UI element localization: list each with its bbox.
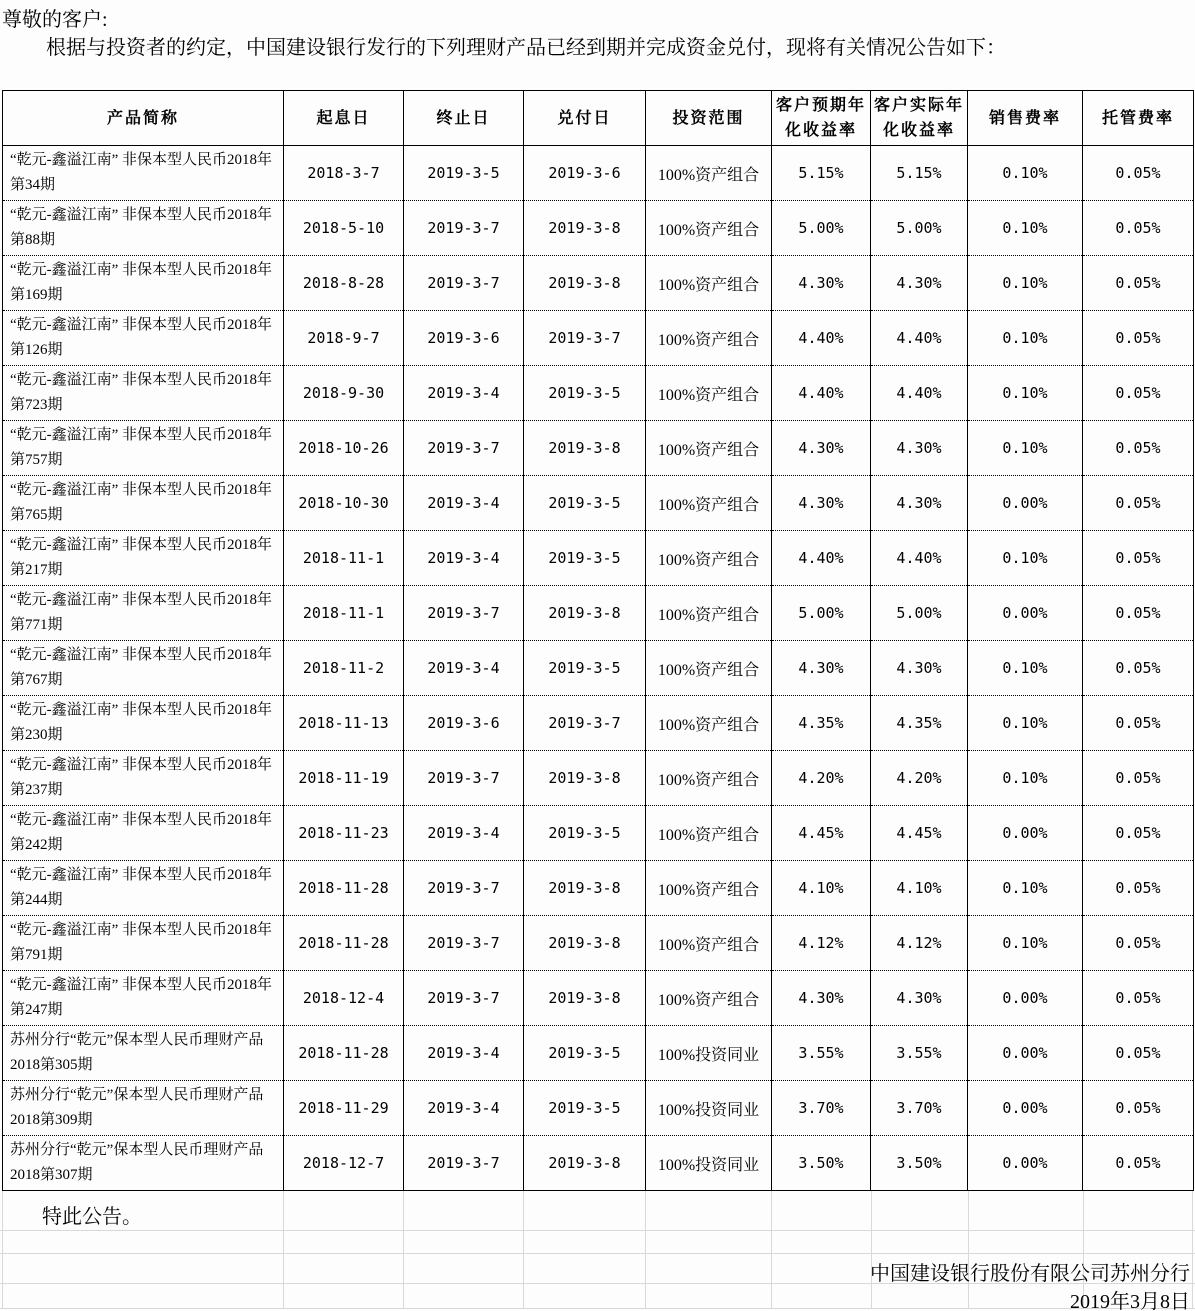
cell-end-date: 2019-3-7 <box>404 421 524 476</box>
cell-end-date: 2019-3-7 <box>404 1136 524 1191</box>
cell-actual-yield: 4.10% <box>871 861 968 916</box>
cell-sales-fee: 0.10% <box>968 861 1083 916</box>
col-header-investment-scope: 投资范围 <box>646 91 772 146</box>
cell-payment-date: 2019-3-5 <box>524 531 646 586</box>
cell-end-date: 2019-3-4 <box>404 476 524 531</box>
cell-payment-date: 2019-3-8 <box>524 201 646 256</box>
table-row <box>3 641 1194 696</box>
cell-custody-fee: 0.05% <box>1083 586 1194 641</box>
cell-actual-yield: 5.15% <box>871 146 968 201</box>
cell-expected-yield: 5.00% <box>772 586 871 641</box>
cell-product-name: “乾元-鑫溢江南” 非保本型人民币2018年第767期 <box>3 641 284 696</box>
table-row <box>3 751 1194 806</box>
cell-product-name: “乾元-鑫溢江南” 非保本型人民币2018年第247期 <box>3 971 284 1026</box>
table-row <box>3 1026 1194 1081</box>
grid-line <box>1192 1191 1193 1308</box>
cell-start-date: 2018-11-28 <box>284 1026 404 1081</box>
table-row <box>3 806 1194 861</box>
cell-investment-scope: 100%资产组合 <box>646 971 772 1026</box>
cell-payment-date: 2019-3-5 <box>524 806 646 861</box>
table-row <box>3 971 1194 1026</box>
cell-expected-yield: 3.70% <box>772 1081 871 1136</box>
cell-actual-yield: 3.70% <box>871 1081 968 1136</box>
cell-actual-yield: 4.30% <box>871 421 968 476</box>
grid-line <box>0 1230 1195 1231</box>
table-row <box>3 586 1194 641</box>
cell-product-name: 苏州分行“乾元”保本型人民币理财产品2018第305期 <box>3 1026 284 1081</box>
cell-start-date: 2018-5-10 <box>284 201 404 256</box>
cell-payment-date: 2019-3-8 <box>524 971 646 1026</box>
cell-payment-date: 2019-3-5 <box>524 1026 646 1081</box>
grid-line <box>403 1191 404 1308</box>
cell-investment-scope: 100%资产组合 <box>646 641 772 696</box>
cell-product-name: “乾元-鑫溢江南” 非保本型人民币2018年第217期 <box>3 531 284 586</box>
cell-investment-scope: 100%资产组合 <box>646 311 772 366</box>
grid-line <box>283 1191 284 1308</box>
cell-custody-fee: 0.05% <box>1083 696 1194 751</box>
cell-investment-scope: 100%资产组合 <box>646 916 772 971</box>
cell-sales-fee: 0.10% <box>968 311 1083 366</box>
cell-custody-fee: 0.05% <box>1083 421 1194 476</box>
cell-start-date: 2018-11-1 <box>284 586 404 641</box>
cell-expected-yield: 4.40% <box>772 531 871 586</box>
cell-start-date: 2018-11-2 <box>284 641 404 696</box>
cell-product-name: “乾元-鑫溢江南” 非保本型人民币2018年第723期 <box>3 366 284 421</box>
cell-product-name: 苏州分行“乾元”保本型人民币理财产品2018第307期 <box>3 1136 284 1191</box>
cell-expected-yield: 5.15% <box>772 146 871 201</box>
cell-product-name: “乾元-鑫溢江南” 非保本型人民币2018年第88期 <box>3 201 284 256</box>
cell-sales-fee: 0.10% <box>968 201 1083 256</box>
cell-actual-yield: 4.30% <box>871 641 968 696</box>
cell-sales-fee: 0.10% <box>968 751 1083 806</box>
cell-expected-yield: 4.30% <box>772 421 871 476</box>
cell-end-date: 2019-3-7 <box>404 751 524 806</box>
cell-custody-fee: 0.05% <box>1083 256 1194 311</box>
cell-end-date: 2019-3-7 <box>404 861 524 916</box>
cell-custody-fee: 0.05% <box>1083 1136 1194 1191</box>
cell-investment-scope: 100%投资同业 <box>646 1081 772 1136</box>
col-header-custody-fee: 托管费率 <box>1083 91 1194 146</box>
col-header-sales-fee: 销售费率 <box>968 91 1083 146</box>
col-header-expected-yield: 客户预期年化收益率 <box>772 91 871 146</box>
cell-investment-scope: 100%资产组合 <box>646 201 772 256</box>
cell-custody-fee: 0.05% <box>1083 366 1194 421</box>
cell-end-date: 2019-3-7 <box>404 971 524 1026</box>
cell-end-date: 2019-3-7 <box>404 916 524 971</box>
col-header-payment-date: 兑付日 <box>524 91 646 146</box>
cell-payment-date: 2019-3-8 <box>524 421 646 476</box>
cell-start-date: 2018-11-28 <box>284 916 404 971</box>
cell-product-name: “乾元-鑫溢江南” 非保本型人民币2018年第791期 <box>3 916 284 971</box>
cell-payment-date: 2019-3-6 <box>524 146 646 201</box>
cell-expected-yield: 4.20% <box>772 751 871 806</box>
cell-actual-yield: 4.45% <box>871 806 968 861</box>
cell-sales-fee: 0.00% <box>968 1081 1083 1136</box>
col-header-actual-yield: 客户实际年化收益率 <box>871 91 968 146</box>
cell-sales-fee: 0.00% <box>968 1026 1083 1081</box>
cell-actual-yield: 4.30% <box>871 476 968 531</box>
cell-start-date: 2018-11-19 <box>284 751 404 806</box>
cell-product-name: 苏州分行“乾元”保本型人民币理财产品2018第309期 <box>3 1081 284 1136</box>
cell-expected-yield: 4.30% <box>772 256 871 311</box>
cell-expected-yield: 4.10% <box>772 861 871 916</box>
cell-expected-yield: 4.12% <box>772 916 871 971</box>
cell-actual-yield: 4.20% <box>871 751 968 806</box>
cell-start-date: 2018-11-1 <box>284 531 404 586</box>
cell-expected-yield: 4.30% <box>772 641 871 696</box>
cell-custody-fee: 0.05% <box>1083 311 1194 366</box>
table-row <box>3 366 1194 421</box>
cell-investment-scope: 100%资产组合 <box>646 696 772 751</box>
cell-actual-yield: 5.00% <box>871 586 968 641</box>
cell-sales-fee: 0.00% <box>968 586 1083 641</box>
intro-text: 根据与投资者的约定，中国建设银行发行的下列理财产品已经到期并完成资金兑付，现将有关情况公告如下： <box>46 37 1006 59</box>
table-row <box>3 201 1194 256</box>
closing-text: 特此公告。 <box>42 1206 142 1228</box>
cell-sales-fee: 0.10% <box>968 696 1083 751</box>
cell-payment-date: 2019-3-8 <box>524 861 646 916</box>
cell-investment-scope: 100%投资同业 <box>646 1136 772 1191</box>
cell-sales-fee: 0.00% <box>968 1136 1083 1191</box>
salutation-text: 尊敬的客户: <box>2 9 108 31</box>
cell-start-date: 2018-3-7 <box>284 146 404 201</box>
cell-end-date: 2019-3-4 <box>404 1026 524 1081</box>
table-row <box>3 421 1194 476</box>
cell-end-date: 2019-3-5 <box>404 146 524 201</box>
cell-end-date: 2019-3-6 <box>404 311 524 366</box>
cell-actual-yield: 4.30% <box>871 256 968 311</box>
cell-sales-fee: 0.00% <box>968 476 1083 531</box>
cell-start-date: 2018-11-28 <box>284 861 404 916</box>
grid-line <box>0 1253 1195 1254</box>
grid-line <box>645 1191 646 1308</box>
cell-start-date: 2018-9-30 <box>284 366 404 421</box>
col-header-product-name: 产品简称 <box>3 91 284 146</box>
cell-start-date: 2018-10-30 <box>284 476 404 531</box>
cell-payment-date: 2019-3-8 <box>524 751 646 806</box>
cell-payment-date: 2019-3-7 <box>524 311 646 366</box>
cell-product-name: “乾元-鑫溢江南” 非保本型人民币2018年第126期 <box>3 311 284 366</box>
cell-payment-date: 2019-3-5 <box>524 366 646 421</box>
cell-actual-yield: 4.40% <box>871 366 968 421</box>
cell-product-name: “乾元-鑫溢江南” 非保本型人民币2018年第242期 <box>3 806 284 861</box>
cell-payment-date: 2019-3-5 <box>524 1081 646 1136</box>
cell-actual-yield: 4.35% <box>871 696 968 751</box>
cell-payment-date: 2019-3-8 <box>524 256 646 311</box>
grid-line <box>523 1191 524 1308</box>
table-row <box>3 311 1194 366</box>
table-row <box>3 146 1194 201</box>
table-row <box>3 696 1194 751</box>
cell-start-date: 2018-11-13 <box>284 696 404 751</box>
cell-custody-fee: 0.05% <box>1083 751 1194 806</box>
cell-expected-yield: 3.55% <box>772 1026 871 1081</box>
cell-expected-yield: 4.35% <box>772 696 871 751</box>
cell-investment-scope: 100%资产组合 <box>646 861 772 916</box>
cell-product-name: “乾元-鑫溢江南” 非保本型人民币2018年第230期 <box>3 696 284 751</box>
cell-investment-scope: 100%资产组合 <box>646 256 772 311</box>
cell-payment-date: 2019-3-8 <box>524 586 646 641</box>
cell-investment-scope: 100%资产组合 <box>646 146 772 201</box>
cell-sales-fee: 0.00% <box>968 806 1083 861</box>
table-row <box>3 531 1194 586</box>
cell-actual-yield: 3.55% <box>871 1026 968 1081</box>
table-row <box>3 861 1194 916</box>
cell-custody-fee: 0.05% <box>1083 1081 1194 1136</box>
cell-product-name: “乾元-鑫溢江南” 非保本型人民币2018年第771期 <box>3 586 284 641</box>
cell-end-date: 2019-3-4 <box>404 531 524 586</box>
cell-actual-yield: 4.40% <box>871 311 968 366</box>
cell-product-name: “乾元-鑫溢江南” 非保本型人民币2018年第169期 <box>3 256 284 311</box>
cell-payment-date: 2019-3-8 <box>524 1136 646 1191</box>
cell-end-date: 2019-3-6 <box>404 696 524 751</box>
cell-end-date: 2019-3-4 <box>404 1081 524 1136</box>
cell-start-date: 2018-8-28 <box>284 256 404 311</box>
cell-investment-scope: 100%资产组合 <box>646 366 772 421</box>
cell-expected-yield: 4.30% <box>772 971 871 1026</box>
table-row <box>3 256 1194 311</box>
cell-sales-fee: 0.10% <box>968 366 1083 421</box>
cell-end-date: 2019-3-7 <box>404 201 524 256</box>
cell-custody-fee: 0.05% <box>1083 531 1194 586</box>
cell-expected-yield: 5.00% <box>772 201 871 256</box>
cell-investment-scope: 100%资产组合 <box>646 586 772 641</box>
cell-actual-yield: 4.30% <box>871 971 968 1026</box>
cell-product-name: “乾元-鑫溢江南” 非保本型人民币2018年第765期 <box>3 476 284 531</box>
cell-custody-fee: 0.05% <box>1083 861 1194 916</box>
grid-line <box>871 1191 872 1308</box>
table-row <box>3 1136 1194 1191</box>
cell-custody-fee: 0.05% <box>1083 641 1194 696</box>
grid-line <box>2 1191 3 1308</box>
document-date: 2019年3月8日 <box>1070 1291 1190 1311</box>
grid-line <box>771 1191 772 1308</box>
cell-end-date: 2019-3-4 <box>404 641 524 696</box>
cell-investment-scope: 100%资产组合 <box>646 751 772 806</box>
cell-custody-fee: 0.05% <box>1083 1026 1194 1081</box>
cell-sales-fee: 0.10% <box>968 146 1083 201</box>
table-row <box>3 916 1194 971</box>
cell-expected-yield: 3.50% <box>772 1136 871 1191</box>
grid-line <box>968 1191 969 1308</box>
cell-sales-fee: 0.00% <box>968 971 1083 1026</box>
cell-sales-fee: 0.10% <box>968 641 1083 696</box>
cell-investment-scope: 100%资产组合 <box>646 476 772 531</box>
cell-sales-fee: 0.10% <box>968 421 1083 476</box>
cell-product-name: “乾元-鑫溢江南” 非保本型人民币2018年第244期 <box>3 861 284 916</box>
cell-custody-fee: 0.05% <box>1083 916 1194 971</box>
cell-investment-scope: 100%投资同业 <box>646 1026 772 1081</box>
cell-expected-yield: 4.45% <box>772 806 871 861</box>
cell-expected-yield: 4.40% <box>772 366 871 421</box>
cell-actual-yield: 3.50% <box>871 1136 968 1191</box>
signature-text: 中国建设银行股份有限公司苏州分行 <box>870 1263 1190 1285</box>
cell-start-date: 2018-11-23 <box>284 806 404 861</box>
cell-actual-yield: 4.12% <box>871 916 968 971</box>
cell-investment-scope: 100%资产组合 <box>646 806 772 861</box>
cell-investment-scope: 100%资产组合 <box>646 531 772 586</box>
table-row <box>3 476 1194 531</box>
cell-start-date: 2018-12-4 <box>284 971 404 1026</box>
cell-investment-scope: 100%资产组合 <box>646 421 772 476</box>
cell-payment-date: 2019-3-7 <box>524 696 646 751</box>
cell-sales-fee: 0.10% <box>968 531 1083 586</box>
cell-expected-yield: 4.40% <box>772 311 871 366</box>
cell-custody-fee: 0.05% <box>1083 971 1194 1026</box>
cell-product-name: “乾元-鑫溢江南” 非保本型人民币2018年第237期 <box>3 751 284 806</box>
cell-custody-fee: 0.05% <box>1083 806 1194 861</box>
table-header-row <box>3 91 1194 146</box>
grid-line <box>0 1308 1195 1309</box>
cell-payment-date: 2019-3-5 <box>524 641 646 696</box>
cell-end-date: 2019-3-4 <box>404 806 524 861</box>
col-header-end-date: 终止日 <box>404 91 524 146</box>
products-table <box>2 90 1194 1191</box>
col-header-start-date: 起息日 <box>284 91 404 146</box>
cell-custody-fee: 0.05% <box>1083 476 1194 531</box>
cell-start-date: 2018-9-7 <box>284 311 404 366</box>
cell-end-date: 2019-3-7 <box>404 586 524 641</box>
cell-actual-yield: 5.00% <box>871 201 968 256</box>
cell-sales-fee: 0.10% <box>968 256 1083 311</box>
cell-end-date: 2019-3-4 <box>404 366 524 421</box>
cell-actual-yield: 4.40% <box>871 531 968 586</box>
cell-payment-date: 2019-3-5 <box>524 476 646 531</box>
cell-product-name: “乾元-鑫溢江南” 非保本型人民币2018年第34期 <box>10 152 273 193</box>
cell-custody-fee: 0.05% <box>1083 201 1194 256</box>
cell-custody-fee: 0.05% <box>1083 146 1194 201</box>
cell-expected-yield: 4.30% <box>772 476 871 531</box>
table-row <box>3 1081 1194 1136</box>
cell-product-name: “乾元-鑫溢江南” 非保本型人民币2018年第757期 <box>3 421 284 476</box>
cell-payment-date: 2019-3-8 <box>524 916 646 971</box>
cell-start-date: 2018-10-26 <box>284 421 404 476</box>
cell-end-date: 2019-3-7 <box>404 256 524 311</box>
cell-start-date: 2018-12-7 <box>284 1136 404 1191</box>
cell-sales-fee: 0.10% <box>968 916 1083 971</box>
cell-start-date: 2018-11-29 <box>284 1081 404 1136</box>
